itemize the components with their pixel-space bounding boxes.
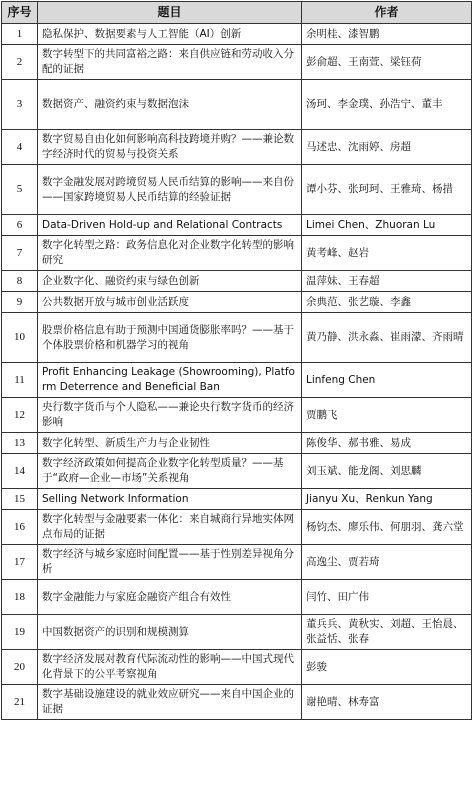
cell-authors: 董兵兵、黄秋实、刘超、王怡晨、张益恬、张春 xyxy=(302,615,472,650)
table-row xyxy=(2,363,472,398)
cell-title: 数字金融发展对跨境贸易人民币结算的影响——来自份——国家跨境贸易人民币结算的经验证据 xyxy=(38,165,302,215)
cell-authors: 谢艳晴、林寿富 xyxy=(302,685,472,720)
cell-title: 数字金融能力与家庭金融资产组合有效性 xyxy=(38,580,302,615)
cell-title: 数字转型下的共同富裕之路：来自供应链和劳动收入分配的证据 xyxy=(38,45,302,80)
cell-num: 7 xyxy=(2,236,38,271)
table-row xyxy=(2,510,472,545)
cell-num: 10 xyxy=(2,313,38,363)
cell-authors: 刘玉斌、能龙阁、刘思麟 xyxy=(302,454,472,489)
table-row xyxy=(2,313,472,363)
cell-title: 数字经济与城乡家庭时间配置——基于性别差异视角分析 xyxy=(38,545,302,580)
table-row xyxy=(2,24,472,45)
header-num: 序号 xyxy=(2,2,38,24)
cell-title: 数字化转型、新质生产力与企业韧性 xyxy=(38,433,302,454)
table-row xyxy=(2,545,472,580)
header-title: 题目 xyxy=(38,2,302,24)
table-header-row xyxy=(2,2,472,24)
table-row xyxy=(2,685,472,720)
cell-authors: 彭骏 xyxy=(302,650,472,685)
cell-num: 12 xyxy=(2,398,38,433)
cell-title: 央行数字货币与个人隐私——兼论央行数字货币的经济影响 xyxy=(38,398,302,433)
cell-title: 中国数据资产的识别和规模测算 xyxy=(38,615,302,650)
cell-authors: 马述忠、沈雨婷、房超 xyxy=(302,130,472,165)
cell-authors: 陈俊华、郝书雅、易成 xyxy=(302,433,472,454)
cell-title: Selling Network Information xyxy=(38,489,302,510)
cell-num: 19 xyxy=(2,615,38,650)
cell-title: 数字贸易自由化如何影响高科技跨境并购？——兼论数字经济时代的贸易与投资关系 xyxy=(38,130,302,165)
cell-authors: 贾鹏飞 xyxy=(302,398,472,433)
cell-authors: Limei Chen、Zhuoran Lu xyxy=(302,215,472,236)
table-body xyxy=(2,24,472,720)
table-row xyxy=(2,236,472,271)
cell-title: 数据资产、融资约束与数据泡沫 xyxy=(38,80,302,130)
cell-title: 股票价格信息有助于预测中国通货膨胀率吗？——基于个体股票价格和机器学习的视角 xyxy=(38,313,302,363)
cell-authors: 彭俞超、王南萱、梁钰荷 xyxy=(302,45,472,80)
cell-num: 3 xyxy=(2,80,38,130)
cell-title: 隐私保护、数据要素与人工智能（AI）创新 xyxy=(38,24,302,45)
cell-num: 16 xyxy=(2,510,38,545)
header-authors: 作者 xyxy=(302,2,472,24)
cell-num: 14 xyxy=(2,454,38,489)
cell-title: 数字经济发展对教育代际流动性的影响——中国式现代化背景下的公平考察视角 xyxy=(38,650,302,685)
cell-title: 公共数据开放与城市创业活跃度 xyxy=(38,292,302,313)
cell-authors: 高逸尘、贾若琦 xyxy=(302,545,472,580)
table-row xyxy=(2,650,472,685)
cell-num: 4 xyxy=(2,130,38,165)
papers-table xyxy=(1,1,472,720)
cell-authors: 余明桂、漆智鹏 xyxy=(302,24,472,45)
cell-title: 数字基础设施建设的就业效应研究——来自中国企业的证据 xyxy=(38,685,302,720)
table-row xyxy=(2,615,472,650)
table-row xyxy=(2,271,472,292)
cell-authors: 黄乃静、洪永淼、崔雨濛、齐雨晴 xyxy=(302,313,472,363)
table-row xyxy=(2,215,472,236)
cell-num: 18 xyxy=(2,580,38,615)
cell-title: 企业数字化、融资约束与绿色创新 xyxy=(38,271,302,292)
cell-authors: Jianyu Xu、Renkun Yang xyxy=(302,489,472,510)
cell-authors: 杨钧杰、廖乐伟、何朋羽、龚六堂 xyxy=(302,510,472,545)
cell-authors: 谭小芬、张珂珂、王雅琦、杨措 xyxy=(302,165,472,215)
cell-num: 8 xyxy=(2,271,38,292)
table-row xyxy=(2,45,472,80)
cell-num: 2 xyxy=(2,45,38,80)
cell-authors: 闫竹、田广伟 xyxy=(302,580,472,615)
table-row xyxy=(2,80,472,130)
cell-title: Data-Driven Hold-up and Relational Contracts xyxy=(38,215,302,236)
cell-authors: 余典范、张艺璇、李鑫 xyxy=(302,292,472,313)
cell-num: 11 xyxy=(2,363,38,398)
table-row xyxy=(2,489,472,510)
cell-num: 20 xyxy=(2,650,38,685)
cell-num: 13 xyxy=(2,433,38,454)
table-row xyxy=(2,398,472,433)
table-row xyxy=(2,433,472,454)
cell-title: 数字化转型之路：政务信息化对企业数字化转型的影响研究 xyxy=(38,236,302,271)
cell-num: 5 xyxy=(2,165,38,215)
table-row xyxy=(2,580,472,615)
cell-authors: 汤珂、李金璞、孙浩宁、董丰 xyxy=(302,80,472,130)
cell-title: 数字化转型与金融要素一体化：来自城商行异地实体网点布局的证据 xyxy=(38,510,302,545)
cell-authors: 黄考峰、赵岩 xyxy=(302,236,472,271)
cell-num: 6 xyxy=(2,215,38,236)
table-row xyxy=(2,130,472,165)
cell-title: Profit Enhancing Leakage (Showrooming), Platform Deterrence and Beneficial Ban xyxy=(38,363,302,398)
table-row xyxy=(2,292,472,313)
cell-authors: 温萍妹、王春超 xyxy=(302,271,472,292)
cell-num: 15 xyxy=(2,489,38,510)
table-row xyxy=(2,165,472,215)
cell-num: 1 xyxy=(2,24,38,45)
cell-num: 21 xyxy=(2,685,38,720)
table-row xyxy=(2,454,472,489)
cell-num: 17 xyxy=(2,545,38,580)
cell-num: 9 xyxy=(2,292,38,313)
cell-authors: Linfeng Chen xyxy=(302,363,472,398)
cell-title: 数字经济政策如何提高企业数字化转型质量？——基于“政府—企业—市场”关系视角 xyxy=(38,454,302,489)
